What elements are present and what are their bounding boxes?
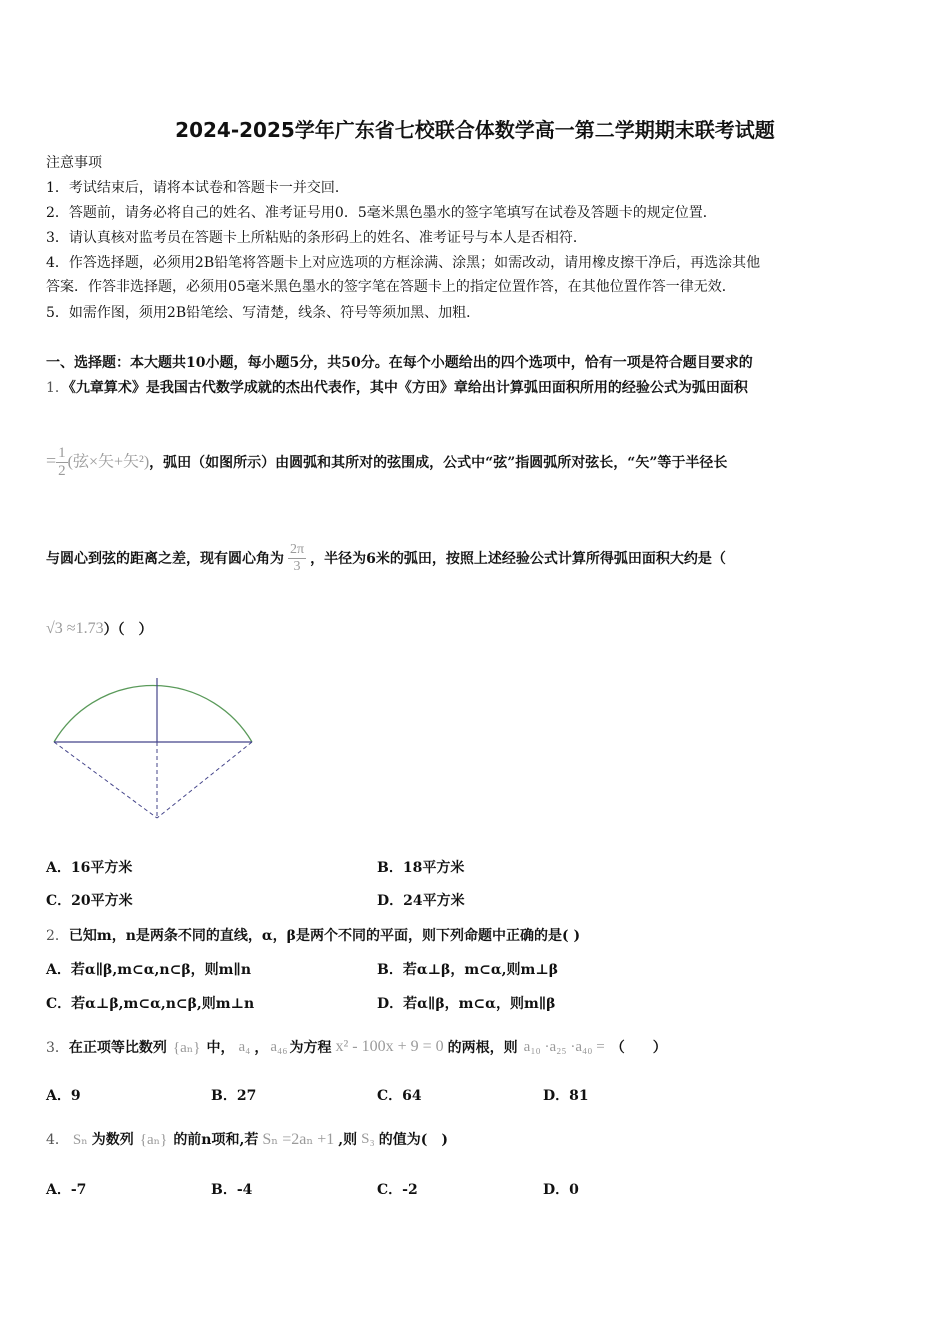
circle-arc xyxy=(54,686,252,742)
note-item: 2．答题前，请务必将自己的姓名、准考证号用0．5毫米黑色墨水的签字笔填写在试卷及答题卡的规定位置． xyxy=(46,205,717,221)
q1-option-a: A．16平方米 xyxy=(46,860,133,876)
q2-option-a: A．若α∥β,m⊂α,n⊂β，则m∥n xyxy=(46,962,252,978)
sum-sn: Sₙ xyxy=(72,1131,88,1148)
term-a4: a₄ xyxy=(238,1038,251,1055)
notes-heading: 注意事项 xyxy=(46,155,102,171)
question-1-line2: = $\frac{1}{2}$ (弦×矢+矢²) ，弧田（如图所示）由圆弧和其所对的弦围成，公式中“弦”指圆弧所对弦长，“矢”等于半径长 xyxy=(46,444,728,479)
quadratic-equation: x² - 100x + 9 = 0 xyxy=(335,1038,444,1055)
q3-option-d: D．81 xyxy=(543,1088,589,1104)
q1-option-b: B．18平方米 xyxy=(377,860,465,876)
note-item: 1．考试结束后，请将本试卷和答题卡一并交回． xyxy=(46,180,349,196)
q4-option-a: A．-7 xyxy=(46,1182,87,1198)
q3-option-a: A．9 xyxy=(46,1088,81,1104)
q3-option-b: B．27 xyxy=(211,1088,257,1104)
question-number: 3． xyxy=(46,1040,69,1056)
sequence: {aₙ} xyxy=(172,1039,201,1056)
q3-option-c: C．64 xyxy=(377,1088,422,1104)
question-number: 2． xyxy=(46,928,69,944)
note-item: 5．如需作图，须用2B铅笔绘、写清楚，线条、符号等须加黑、加粗． xyxy=(46,305,481,321)
question-2: 2．已知m，n是两条不同的直线，α，β是两个不同的平面，则下列命题中正确的是( ) xyxy=(46,928,581,944)
note-item: 3．请认真核对监考员在答题卡上所粘贴的条形码上的姓名、准考证号与本人是否相符． xyxy=(46,230,587,246)
term-a46: a₄₆ xyxy=(270,1038,288,1055)
q4-option-c: C．-2 xyxy=(377,1182,418,1198)
q4-option-d: D．0 xyxy=(543,1182,579,1198)
arc-field-figure xyxy=(44,668,264,828)
q1-option-d: D．24平方米 xyxy=(377,893,465,909)
question-number: 1． xyxy=(46,380,69,396)
q4-option-b: B．-4 xyxy=(211,1182,253,1198)
sqrt-approx: √3 ≈1.73 xyxy=(46,620,104,637)
question-1-line1: 1．《九章算术》是我国古代数学成就的杰出代表作，其中《方田》章给出计算弧田面积所用的经验公式为弧田面积 xyxy=(46,380,748,396)
question-3: 3． 在正项等比数列 {aₙ} 中， a₄ ， a₄₆ 为方程 x² - 100x + 9 = 0 的两根，则 a₁₀ ·a₂₅ ·a₄₀ = （ ） xyxy=(46,1038,667,1056)
product-expression: a₁₀ ·a₂₅ ·a₄₀ = xyxy=(523,1038,605,1055)
sequence: {aₙ} xyxy=(139,1131,168,1148)
radius-left xyxy=(54,742,157,818)
question-number: 4． xyxy=(46,1132,69,1148)
q2-option-b: B．若α⊥β，m⊂α,则m⊥β xyxy=(377,962,559,978)
question-4: 4． Sₙ 为数列 {aₙ} 的前n项和,若 Sₙ =2aₙ +1 ,则 S₃ 的值为( ) xyxy=(46,1130,448,1148)
q2-option-c: C．若α⊥β,m⊂α,n⊂β,则m⊥n xyxy=(46,996,255,1012)
note-item: 4．作答选择题，必须用2B铅笔将答题卡上对应选项的方框涂满、涂黑；如需改动，请用橡皮擦干净后，再选涂其他 xyxy=(46,255,761,271)
question-1-line4: √3 ≈1.73 ）（ ） xyxy=(46,620,153,638)
radius-right xyxy=(157,742,252,818)
angle-fraction: $\frac{2\pi}{3}$ xyxy=(290,541,305,574)
question-1-line3: 与圆心到弦的距离之差，现有圆心角为 $\frac{2\pi}{3}$ ，半径为6米的弧田，按照上述经验公式计算所得弧田面积大约是（ xyxy=(46,541,726,574)
note-item: 答案．作答非选择题，必须用05毫米黑色墨水的签字笔在答题卡上的指定位置作答，在其他位置作答一律无效． xyxy=(46,279,736,295)
sum-s3: S₃ xyxy=(361,1130,375,1147)
section-heading: 一、选择题：本大题共10小题，每小题5分，共50分。在每个小题给出的四个选项中，恰有一项是符合题目要求的 xyxy=(46,355,753,371)
page-title: 2024-2025学年广东省七校联合体数学高一第二学期期末联考试题 xyxy=(175,118,775,142)
recurrence-equation: Sₙ =2aₙ +1 xyxy=(262,1131,335,1148)
q1-option-c: C．20平方米 xyxy=(46,893,133,909)
formula: = $\frac{1}{2}$ (弦×矢+矢²) xyxy=(46,444,150,479)
q2-option-d: D．若α∥β，m⊂α，则m∥β xyxy=(377,996,556,1012)
